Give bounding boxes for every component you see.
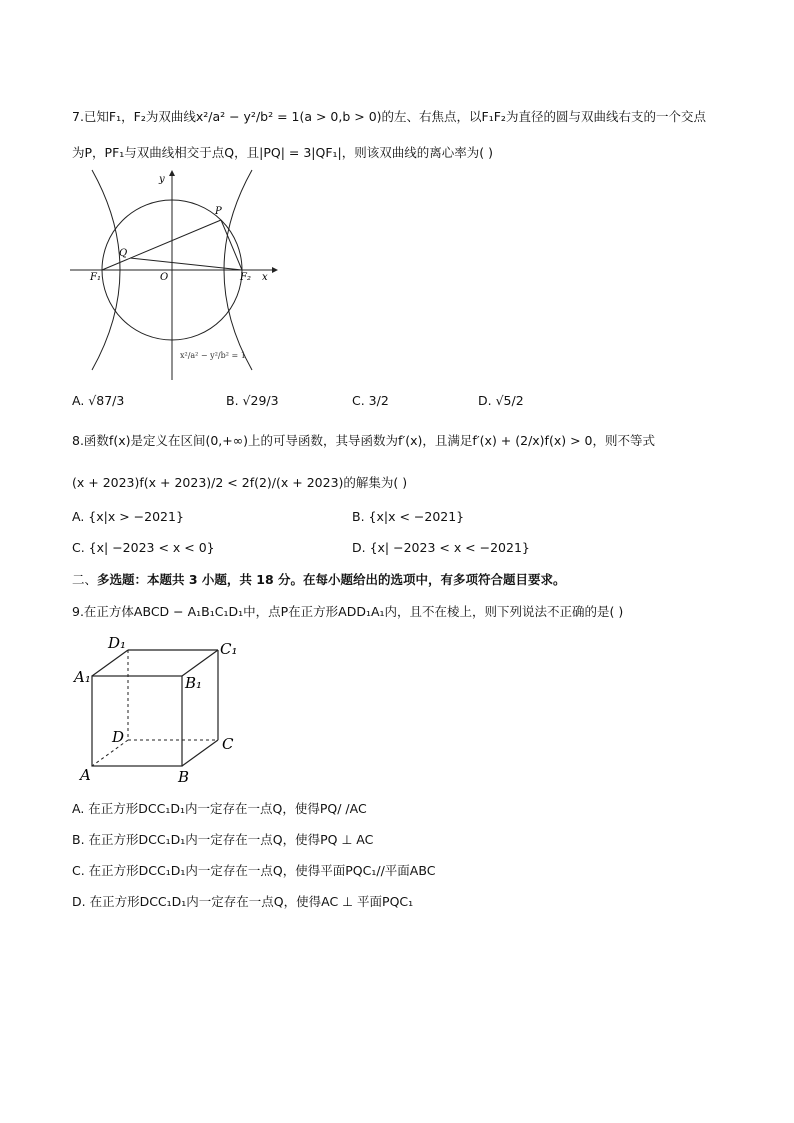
label-D1: D₁ (108, 634, 127, 652)
q8-option-d[interactable]: D. {x| −2023 < x < −2021} (352, 540, 530, 555)
label-A1: A₁ (74, 668, 91, 686)
label-Q: Q (119, 248, 128, 259)
q7-option-d[interactable]: D. √5/2 (478, 393, 524, 408)
label-A: A (80, 766, 91, 784)
q8-option-b[interactable]: B. {x|x < −2021} (352, 509, 465, 524)
q7-option-a[interactable]: A. √87/3 (72, 393, 125, 408)
q8-option-a[interactable]: A. {x|x > −2021} (72, 509, 184, 524)
q9-option-d[interactable]: D. 在正方形DCC₁D₁内一定存在一点Q，使得AC ⊥ 平面PQC₁ (72, 894, 414, 909)
q8-stem-line1: 8.函数f(x)是定义在区间(0,+∞)上的可导函数，其导函数为f′(x)，且满足f′(x) + (2/x)f(x) > 0，则不等式 (72, 433, 655, 448)
section2-prefix: 二、 (72, 572, 98, 587)
q7-stem-line2: 为P，PF₁与双曲线相交于点Q，且|PQ| = 3|QF₁|，则该双曲线的离心率为( ) (72, 145, 493, 160)
edge-A1D1 (92, 650, 128, 676)
q8-option-c[interactable]: C. {x| −2023 < x < 0} (72, 540, 215, 555)
q9-option-b[interactable]: B. 在正方形DCC₁D₁内一定存在一点Q，使得PQ ⊥ AC (72, 832, 374, 847)
label-P: P (215, 206, 222, 217)
label-F1: F₁ (90, 272, 101, 283)
label-x: x (262, 272, 268, 283)
label-C: C (222, 735, 234, 753)
label-F2: F₂ (240, 272, 251, 283)
section2-header (72, 571, 566, 589)
edge-B1C1 (182, 650, 218, 676)
q9-option-c[interactable]: C. 在正方形DCC₁D₁内一定存在一点Q，使得平面PQC₁//平面ABC (72, 863, 436, 878)
label-B1: B₁ (185, 674, 203, 692)
segment-QF2 (130, 258, 242, 270)
q7-option-b[interactable]: B. √29/3 (226, 393, 279, 408)
q7-stem-line1: 7.已知F₁，F₂为双曲线x²/a² − y²/b² = 1(a > 0,b > 0)的左、右焦点，以F₁F₂为直径的圆与双曲线右支的一个交点 (72, 109, 706, 124)
x-axis-arrow (272, 267, 278, 273)
hyperbola-circle-figure (66, 166, 280, 382)
hyperbola-equation-label: x²/a² − y²/b² = 1 (180, 351, 246, 360)
q8-stem-line2: (x + 2023)f(x + 2023)/2 < 2f(2)/(x + 2023)的解集为( ) (72, 475, 408, 490)
y-axis-arrow (169, 170, 175, 176)
label-D: D (112, 728, 125, 746)
q9-stem-line1: 9.在正方体ABCD − A₁B₁C₁D₁中，点P在正方形ADD₁A₁内，且不在棱上，则下列说法不正确的是( ) (72, 604, 624, 619)
segment-F1P (102, 220, 221, 270)
q7-option-c[interactable]: C. 3/2 (352, 393, 389, 408)
edge-BC (182, 740, 218, 766)
label-B: B (178, 768, 190, 786)
q9-option-a[interactable]: A. 在正方形DCC₁D₁内一定存在一点Q，使得PQ/ /AC (72, 801, 367, 816)
front-face (92, 676, 182, 766)
label-O: O (160, 272, 169, 283)
section2-text: 多选题：本题共 3 小题，共 18 分。在每小题给出的选项中，有多项符合题目要求。 (97, 572, 566, 587)
label-y: y (159, 174, 165, 185)
label-C1: C₁ (220, 640, 238, 658)
cube-figure (72, 630, 244, 786)
